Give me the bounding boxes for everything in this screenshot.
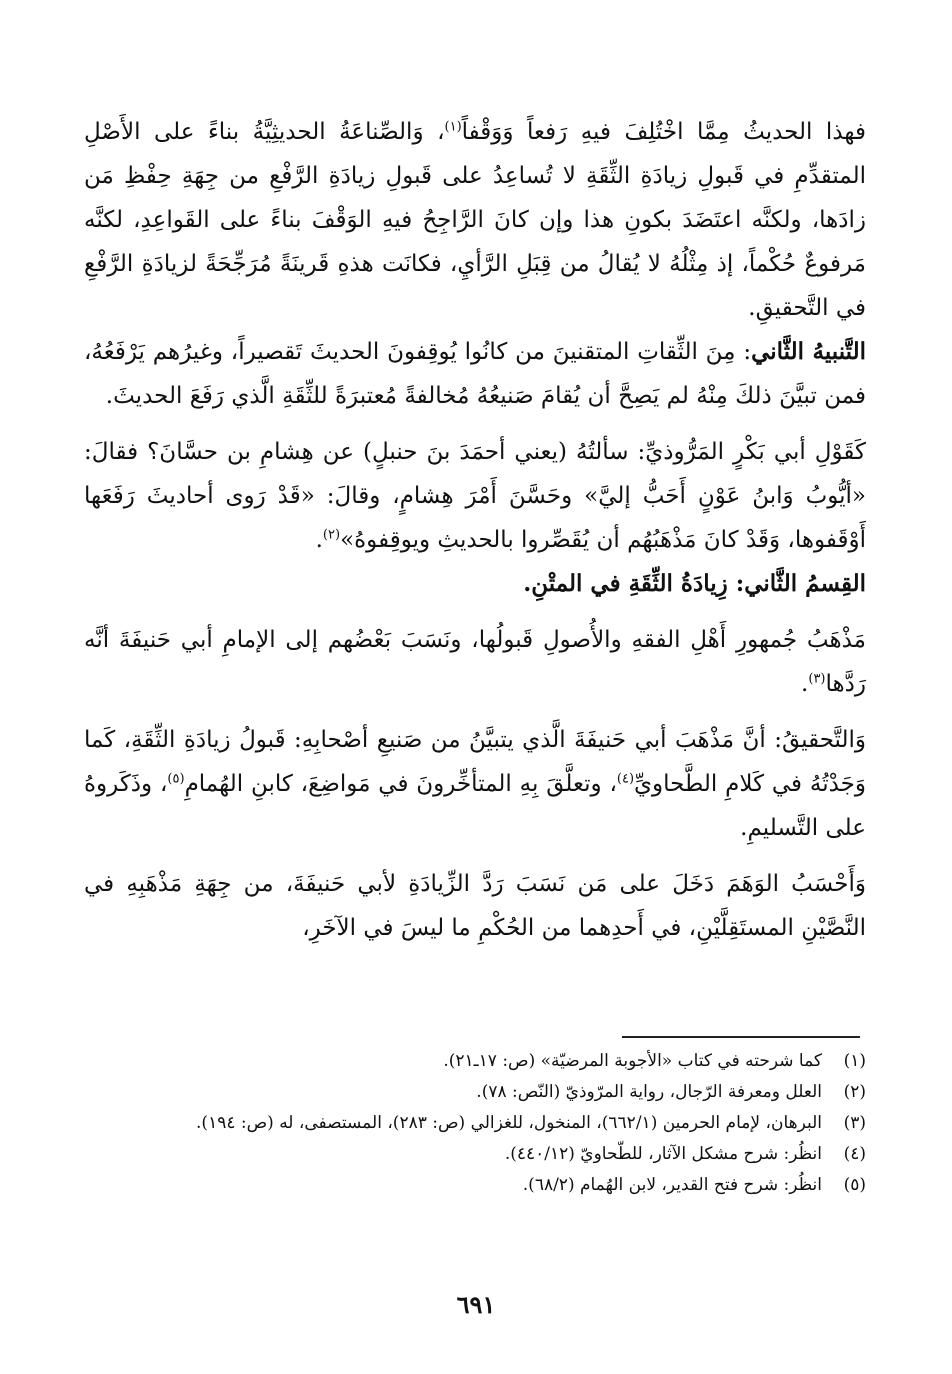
footnote-text: البرهان، لإمام الحرمين (٦٦٢/١)، المنخول، للغزالي (ص: ٢٨٣)، المستصفى، له (ص: ١٩٤). [196,1113,822,1133]
footnote-number: (٥) [843,1175,866,1195]
paragraph-2: التَّنبيهُ الثَّاني: مِنَ الثِّقاتِ المتقنينَ من كانُوا يُوقِفونَ الحديثَ تَقصيراً، وغيرُهم يَرْفَعُهُ، فمن تبيَّنَ ذلكَ مِنْهُ لم يَصِحَّ أن يُقامَ صَنيعُهُ مُخالفةً مُعتبرَةً للثِّقَةِ الَّذي رَفَعَ الحديثَ. [84,338,866,409]
footnote-text: انظُر: شرح فتح القدير، لابن الهُمام (٦٨/٢). [522,1175,822,1195]
footnote-3 [84,1108,866,1139]
footnote-number: (٤) [843,1144,866,1164]
footnote-ref-2[interactable]: (٢) [322,527,341,543]
footnote-number: (٣) [843,1113,866,1133]
footnote-5 [84,1170,866,1201]
paragraph-1: فهذا الحديثُ مِمَّا اخْتُلِفَ فيهِ رَفعاً وَوَقْفاً$^{(١)}$، وَالصِّناعَةُ الحديثِيَّةُ بناءً على الأَصْلِ المتقدِّمِ في قَبولِ زيادَةِ الثِّقَةِ لا تُساعِدُ على قَبولِ زيادَةِ الرَّفْعِ من جِهَةِ حِفْظِ مَن زادَها، ولكنَّه اعتَضَدَ بكونِ هذا وإن كانَ الرَّاجِحُ فيهِ الوَقْفَ بناءً على القَواعِدِ، لكنَّه مَرفوعٌ حُكْماً، إذ مِثْلُهُ لا يُقالُ من قِبَلِ الرَّأيِ، فكانَت هذهِ قَرينَةً مُرَجِّحَةً لزيادَةِ الرَّفْعِ في التَّحقيقِ. [84,119,866,321]
footnote-ref-1[interactable]: (١) [444,119,462,135]
paragraph-3: كَقَوْلِ أبي بَكْرٍ المَرُّوذيِّ: سألتُهُ (يعني أحمَدَ بنَ حنبلٍ) عن هِشامِ بن حسَّانَ؟ فقالَ: «أيُّوبُ وَابنُ عَوْنٍ أَحَبُّ إليَّ» وحَسَّنَ أَمْرَ هِشامٍ، وقالَ: «قَدْ رَوى أحاديثَ رَفَعَها أَوْقَفوها، وَقَدْ كانَ مَذْهَبُهُم أن يُقَصِّروا بالحديثِ ويوقِفوهُ»$^{(٢)}$. [84,439,866,553]
footnote-ref-3[interactable]: (٣) [808,671,826,687]
paragraph-4: مَذْهَبُ جُمهورِ أَهْلِ الفقهِ والأُصولِ قَبولُها، ونَسَبَ بَعْضُهم إلى الإمامِ أبي حَنيفَةَ أنَّه رَدَّها$^{(٣)}$. [84,627,866,697]
footnote-number: (١) [843,1051,866,1071]
footnote-text: كما شرحته في كتاب «الأجوبة المرضيّة» (ص: ١٧ـ٢١). [443,1051,822,1071]
footnote-1 [84,1046,866,1077]
section-heading: القِسمُ الثَّاني: زِيادَةُ الثِّقَةِ في المتْنِ. [523,570,866,597]
paragraph-5: وَالتَّحقيقُ: أنَّ مَذْهَبَ أبي حَنيفَةَ الَّذي يتبيَّنُ من صَنيعِ أصْحابِهِ: قَبولُ زيادَةِ الثِّقَةِ، كَما وَجَدْتُهُ في كَلامِ الطَّحاويِّ$^{(٤)}$، وتعلَّقَ بِهِ المتأخِّرونَ في مَواضِعَ، كابنِ الهُمامِ$^{(٥)}$، وذَكَروهُ على التَّسليمِ. [84,727,866,841]
main-text [84,110,866,950]
second-note-heading: التَّنبيهُ الثَّاني [751,338,866,365]
footnote-text: العلل ومعرفة الرّجال، رواية المرّوذيّ (النّص: ٧٨). [476,1082,822,1102]
footnote-2 [84,1077,866,1108]
footnote-text: انظُر: شرح مشكل الآثار، للطّحاويّ (٤٤٠/١٢). [504,1144,822,1164]
footnote-separator [622,1036,860,1038]
page-number: ٦٩١ [456,1290,496,1319]
footnote-ref-4[interactable]: (٤) [616,771,635,787]
footnote-number: (٢) [843,1082,866,1102]
footnote-ref-5[interactable]: (٥) [167,771,185,787]
paragraph-6: وَأَحْسَبُ الوَهَمَ دَخَلَ على مَن نَسَبَ رَدَّ الزِّيادَةِ لأبي حَنيفَةَ، من جِهَةِ مَذْهَبِهِ في النَّصَّيْنِ المستَقِلَّيْنِ، في أَحدِهما من الحُكْمِ ما ليسَ في الآخَرِ، [84,871,866,941]
footnote-4 [84,1139,866,1170]
footnotes [84,1046,866,1201]
